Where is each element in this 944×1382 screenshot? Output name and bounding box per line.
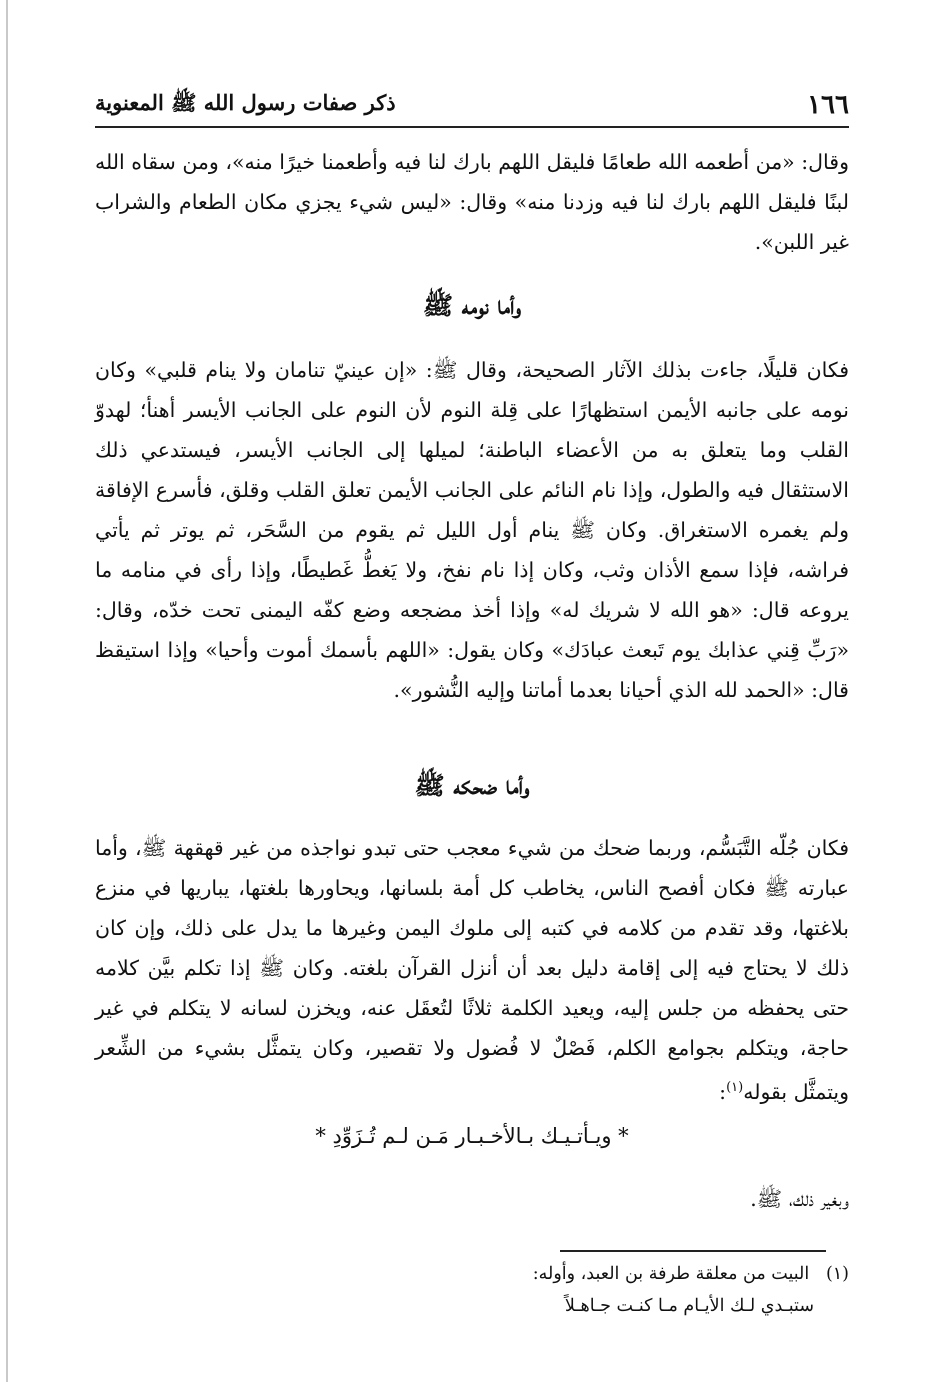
running-title: ذكر صفات رسول الله ﷺ المعنوية <box>95 90 396 115</box>
laugh-paragraph-text: فكان جُلّه التَّبَسُّم، وربما ضحك من شيء معجب حتى تبدو نواجذه من غير قهقهة ﷺ، وأما عبارته ﷺ فكان أفصح الناس، يخاطب كل أمة بلسانها، ويحاورها بلغتها، يباريها في منزع بلاغتها، وقد تقدم من كلامه في كتبه إلى ملوك اليمن وغيرها ما يدل على ذلك، وإن كان ذلك لا يحتاج فيه إلى إقامة دليل بعد أن أنزل القرآن بلغته. وكان ﷺ إذا تكلم بيَّن كلامه حتى يحفظه من جلس إليه، ويعيد الكلمة ثلاثًا لتُعقَل عنه، ويخزن لسانه لا يتكلم في غير حاجة، ويتكلم بجوامع الكلم، فَصْلٌ لا فُضول ولا تقصير، وكان يتمثَّل بشيء من الشِّعر ويتمثَّل بقوله <box>95 836 849 1104</box>
footnote-marker: (١) <box>726 1080 744 1095</box>
footnote-rule <box>560 1250 826 1252</box>
poetry-verse: * ويـأتـيـك بـالأخـبـار مَـن لـم تُـزَوِّدِ * <box>315 1124 629 1148</box>
page-number: ١٦٦ <box>807 90 849 120</box>
laugh-heading: وأما ضحكه ﷺ <box>414 771 530 800</box>
intro-paragraph: وقال: «من أطعمه الله طعامًا فليقل اللهم بارك لنا فيه وأطعمنا خيرًا منه»، ومن سقاه الله لبنًا فليقل اللهم بارك لنا فيه وزدنا منه» وقال: «ليس شيء يجزي مكان الطعام والشراب غير اللبن». <box>95 150 849 254</box>
scan-edge <box>6 0 8 1382</box>
page-header <box>95 82 849 122</box>
sleep-heading: وأما نومه ﷺ <box>422 291 522 320</box>
closing-line: وبغير ذلك، ﷺ. <box>750 1187 849 1211</box>
footnote-number: (١) <box>825 1264 849 1284</box>
sleep-paragraph: فكان قليلًا، جاءت بذلك الآثار الصحيحة، وقال ﷺ: «إن عينيّ تنامان ولا ينام قلبي» وكان نومه على جانبه الأيمن استظهارًا على قِلة النوم لأن النوم على الجانب الأيسر أهنأ؛ لهدوّ القلب وما يتعلق به من الأعضاء الباطنة؛ لميلها إلى الجانب الأيسر، فيستدعي ذلك الاستثقال فيه والطول، وإذا نام النائم على الجانب الأيمن تعلق القلب وقلق، فأسرع الإفاقة ولم يغمره الاستغراق. وكان ﷺ ينام أول الليل ثم يقوم من السَّحَر، ثم يوتر ثم يأتي فراشه، فإذا سمع الأذان وثب، وكان إذا نام نفخ، ولا يَغطُّ غَطيطًا، وإذا رأى في منامه ما يروعه قال: «هو الله لا شريك له» وإذا أخذ مضجعه وضع كفّه اليمنى تحت خدّه، وقال: «رَبِّ قِني عذابك يوم تَبعث عبادَك» وكان يقول: «اللهم بأسمك أموت وأحيا» وإذا استيقظ قال: «الحمد لله الذي أحيانا بعدما أماتنا وإليه النُّشور». <box>95 358 849 702</box>
header-rule <box>95 126 849 128</box>
laugh-paragraph-end: : <box>719 1079 727 1104</box>
footnote-text: البيت من معلقة طرفة بن العبد، وأوله: <box>532 1264 810 1284</box>
footnote-line-2: ستبـدي لـك الأيـام مـا كنـت جـاهـلاً <box>564 1296 814 1316</box>
laugh-paragraph <box>95 828 849 1112</box>
footnote-line-1 <box>533 1264 849 1284</box>
